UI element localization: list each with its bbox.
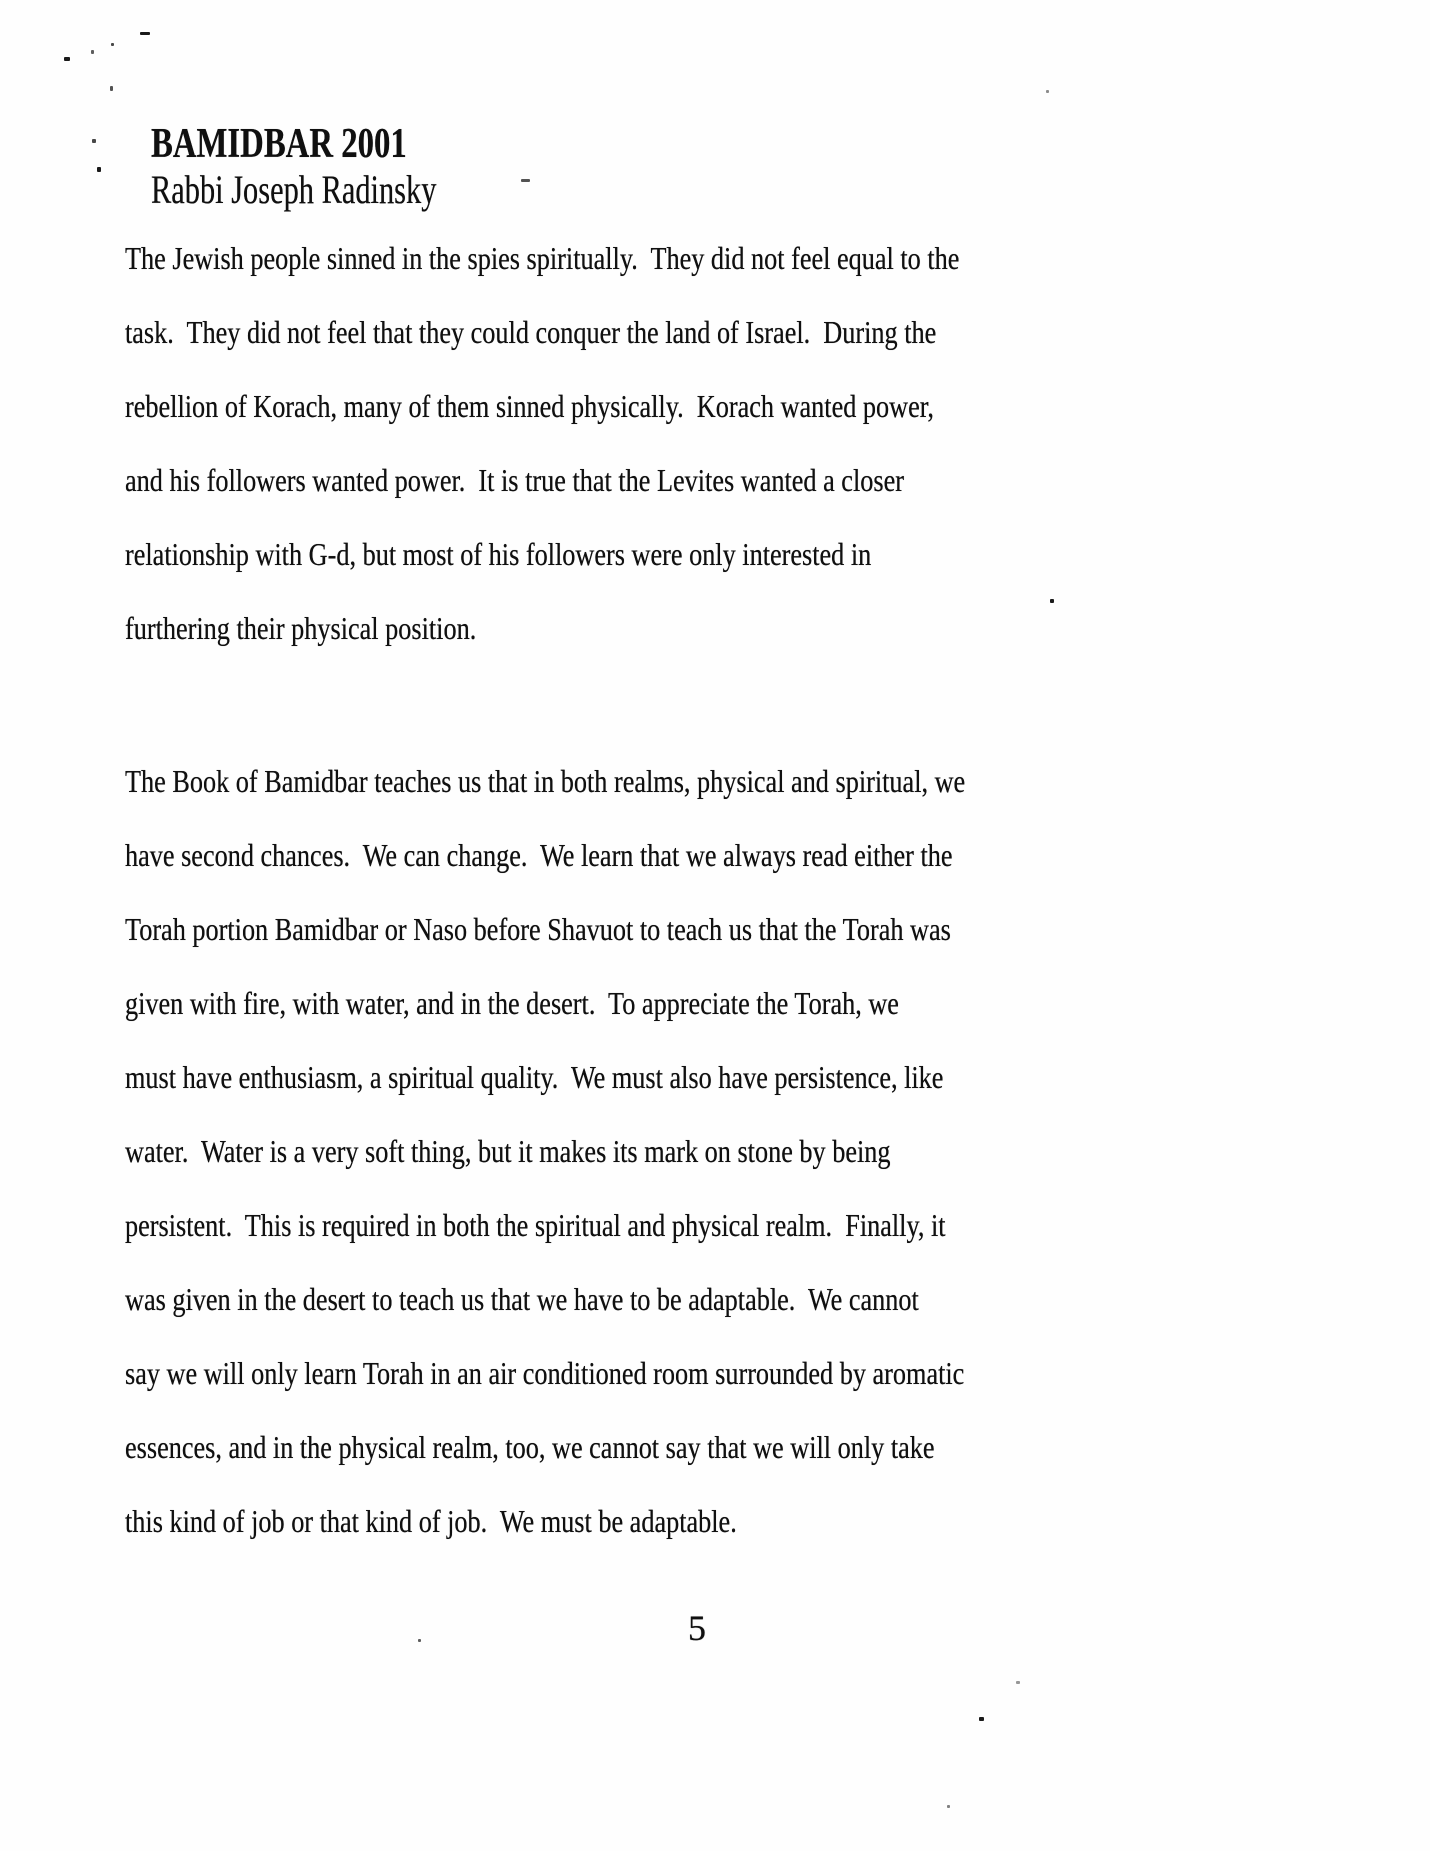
text-line: given with fire, with water, and in the desert. To appreciate the Torah, we	[125, 984, 899, 1021]
scan-speck	[521, 179, 530, 182]
scan-speck	[1016, 1681, 1020, 1684]
text-line: have second chances. We can change. We learn that we always read either the	[125, 836, 953, 873]
text-line: essences, and in the physical realm, too, we cannot say that we will only take	[125, 1428, 935, 1465]
text-line: persistent. This is required in both the spiritual and physical realm. Finally, it	[125, 1206, 946, 1243]
scan-speck	[111, 43, 114, 46]
text-line: The Book of Bamidbar teaches us that in both realms, physical and spiritual, we	[125, 762, 966, 799]
text-line: was given in the desert to teach us that we have to be adaptable. We cannot	[125, 1280, 919, 1317]
text-line: water. Water is a very soft thing, but it makes its mark on stone by being	[125, 1132, 891, 1169]
text-line: rebellion of Korach, many of them sinned physically. Korach wanted power,	[125, 387, 934, 424]
scan-speck	[418, 1639, 421, 1642]
text-line: must have enthusiasm, a spiritual quality. We must also have persistence, like	[125, 1058, 944, 1095]
paragraph-2	[125, 744, 1390, 1558]
document-author: Rabbi Joseph Radinsky	[151, 167, 437, 212]
text-line: relationship with G-d, but most of his followers were only interested in	[125, 535, 872, 572]
scan-speck	[92, 139, 96, 143]
scan-speck	[91, 50, 94, 54]
document-header	[151, 121, 527, 213]
paragraph-1	[125, 221, 1390, 665]
page-number: 5	[688, 1608, 706, 1648]
scan-speck	[1050, 599, 1054, 603]
text-line: Torah portion Bamidbar or Naso before Shavuot to teach us that the Torah was	[125, 910, 951, 947]
scan-speck	[979, 1717, 984, 1721]
text-line: this kind of job or that kind of job. We must be adaptable.	[125, 1502, 737, 1539]
scan-speck	[110, 86, 113, 91]
scan-speck	[140, 32, 150, 35]
text-line: say we will only learn Torah in an air conditioned room surrounded by aromatic	[125, 1354, 965, 1391]
scan-speck	[64, 57, 70, 61]
text-line: The Jewish people sinned in the spies spiritually. They did not feel equal to the	[125, 239, 960, 276]
scan-speck	[1046, 90, 1049, 93]
document-title: BAMIDBAR 2001	[151, 121, 407, 167]
text-line: furthering their physical position.	[125, 609, 477, 646]
scan-speck	[947, 1805, 950, 1808]
scan-speck	[97, 167, 101, 172]
text-line: and his followers wanted power. It is true that the Levites wanted a closer	[125, 461, 904, 498]
text-line: task. They did not feel that they could conquer the land of Israel. During the	[125, 313, 937, 350]
